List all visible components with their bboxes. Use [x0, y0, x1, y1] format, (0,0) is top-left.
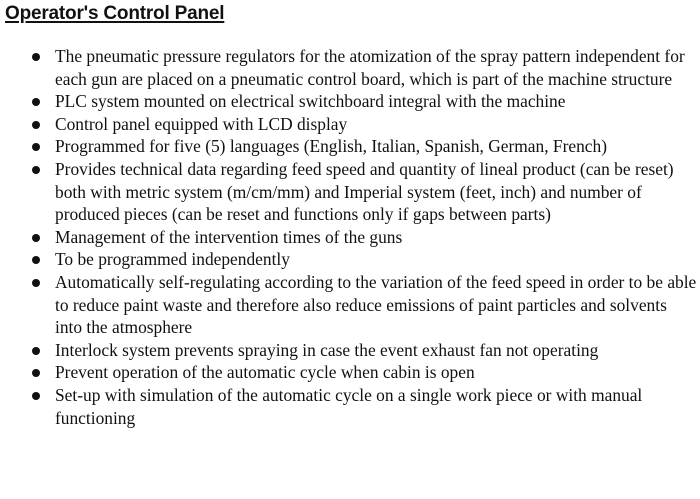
list-item-text: Provides technical data regarding feed speed and quantity of lineal product (can be reset) both with metric system (m/cm/mm) and Imperial system (feet, inch) and number of produced pieces (can be reset and functions only if gaps between parts) [55, 158, 674, 225]
bullet-icon [32, 256, 40, 264]
bullet-icon [32, 121, 40, 129]
page-title: Operator's Control Panel [5, 3, 225, 24]
list-item-text: Programmed for five (5) languages (English, Italian, Spanish, German, French) [55, 136, 607, 157]
bullet-icon [32, 347, 40, 355]
list-item-text: PLC system mounted on electrical switchboard integral with the machine [55, 91, 566, 112]
list-item [25, 90, 697, 113]
list-item-text: Interlock system prevents spraying in case the event exhaust fan not operating [55, 339, 599, 360]
list-item [25, 271, 697, 339]
list-item [25, 339, 697, 362]
bullet-icon [32, 392, 40, 400]
bullet-list [25, 45, 697, 429]
list-item-text: Prevent operation of the automatic cycle when cabin is open [55, 362, 475, 383]
bullet-icon [32, 166, 40, 174]
list-item [25, 248, 697, 271]
bullet-icon [32, 234, 40, 242]
bullet-icon [32, 369, 40, 377]
bullet-icon [32, 279, 40, 287]
list-item [25, 45, 697, 90]
list-item-text: Set-up with simulation of the automatic cycle on a single work piece or with manual functioning [55, 384, 643, 428]
list-item [25, 361, 697, 384]
bullet-icon [32, 143, 40, 151]
list-item-text: Control panel equipped with LCD display [55, 113, 348, 134]
list-item [25, 135, 697, 158]
bullet-icon [32, 98, 40, 106]
list-item-text: The pneumatic pressure regulators for the atomization of the spray pattern independent for each gun are placed on a pneumatic control board, which is part of the machine structure [55, 46, 685, 89]
list-item [25, 158, 697, 226]
list-item [25, 226, 697, 249]
list-item-text: Management of the intervention times of the guns [55, 226, 403, 247]
list-item-text: To be programmed independently [55, 249, 290, 270]
list-item-text: Automatically self-regulating according to the variation of the feed speed in order to be able to reduce paint waste and therefore also reduce emissions of paint particles and solvents into the atmosphere [55, 271, 697, 338]
list-item [25, 113, 697, 136]
list-item [25, 384, 697, 429]
bullet-icon [32, 53, 40, 61]
